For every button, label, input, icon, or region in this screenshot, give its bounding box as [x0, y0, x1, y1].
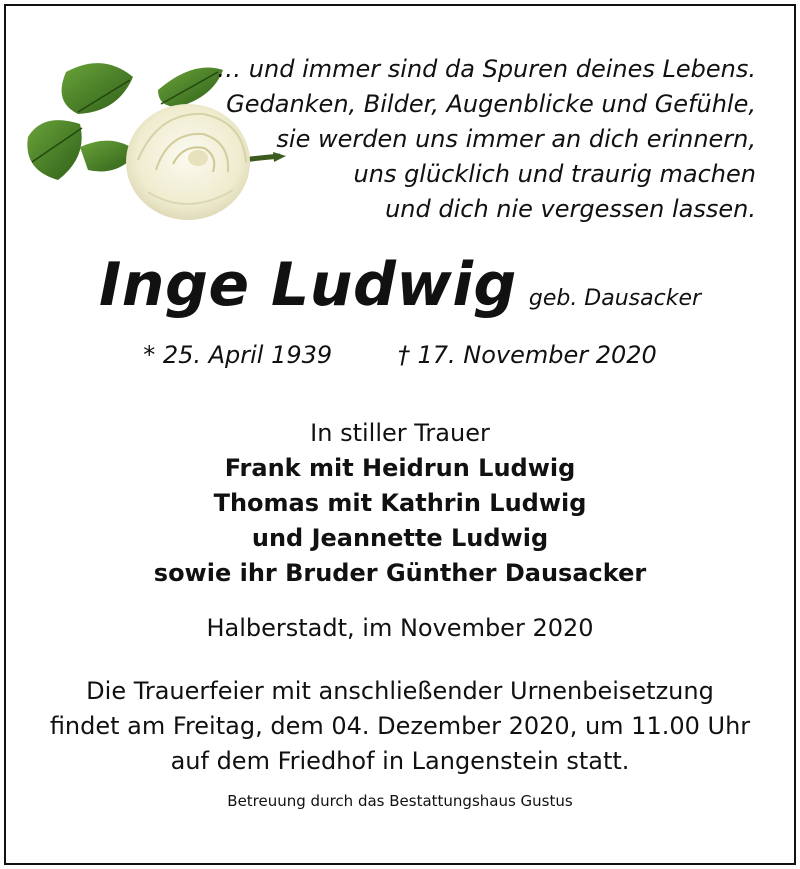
poem [196, 52, 756, 227]
funeral-info [0, 674, 800, 779]
mourners-block [0, 416, 800, 591]
maiden-name: geb. Dausacker [528, 286, 702, 311]
funeral-line: findet am Freitag, dem 04. Dezember 2020, um 11.00 Uhr [49, 712, 751, 740]
place-date: Halberstadt, im November 2020 [206, 614, 594, 642]
life-dates [0, 341, 800, 369]
death-date: † 17. November 2020 [397, 341, 657, 369]
undertaker-credit: Betreuung durch das Bestattungshaus Gustus [227, 792, 573, 810]
deceased-heading [0, 250, 800, 320]
poem-line: und dich nie vergessen lassen. [385, 195, 756, 223]
mourning-intro: In stiller Trauer [310, 419, 490, 447]
birth-date: * 25. April 1939 [143, 341, 333, 369]
poem-line: uns glücklich und traurig machen [353, 160, 756, 188]
mourner-name: und Jeannette Ludwig [251, 524, 549, 552]
mourner-name: sowie ihr Bruder Günther Dausacker [153, 559, 647, 587]
poem-line: … und immer sind da Spuren deines Lebens. [217, 55, 756, 83]
funeral-line: auf dem Friedhof in Langenstein statt. [170, 747, 630, 775]
poem-line: sie werden uns immer an dich erinnern, [276, 125, 756, 153]
mourner-name: Thomas mit Kathrin Ludwig [213, 489, 587, 517]
poem-line: Gedanken, Bilder, Augenblicke und Gefühle, [226, 90, 756, 118]
mourner-name: Frank mit Heidrun Ludwig [224, 454, 576, 482]
funeral-line: Die Trauerfeier mit anschließender Urnenbeisetzung [86, 677, 714, 705]
deceased-name: Inge Ludwig [98, 250, 517, 320]
